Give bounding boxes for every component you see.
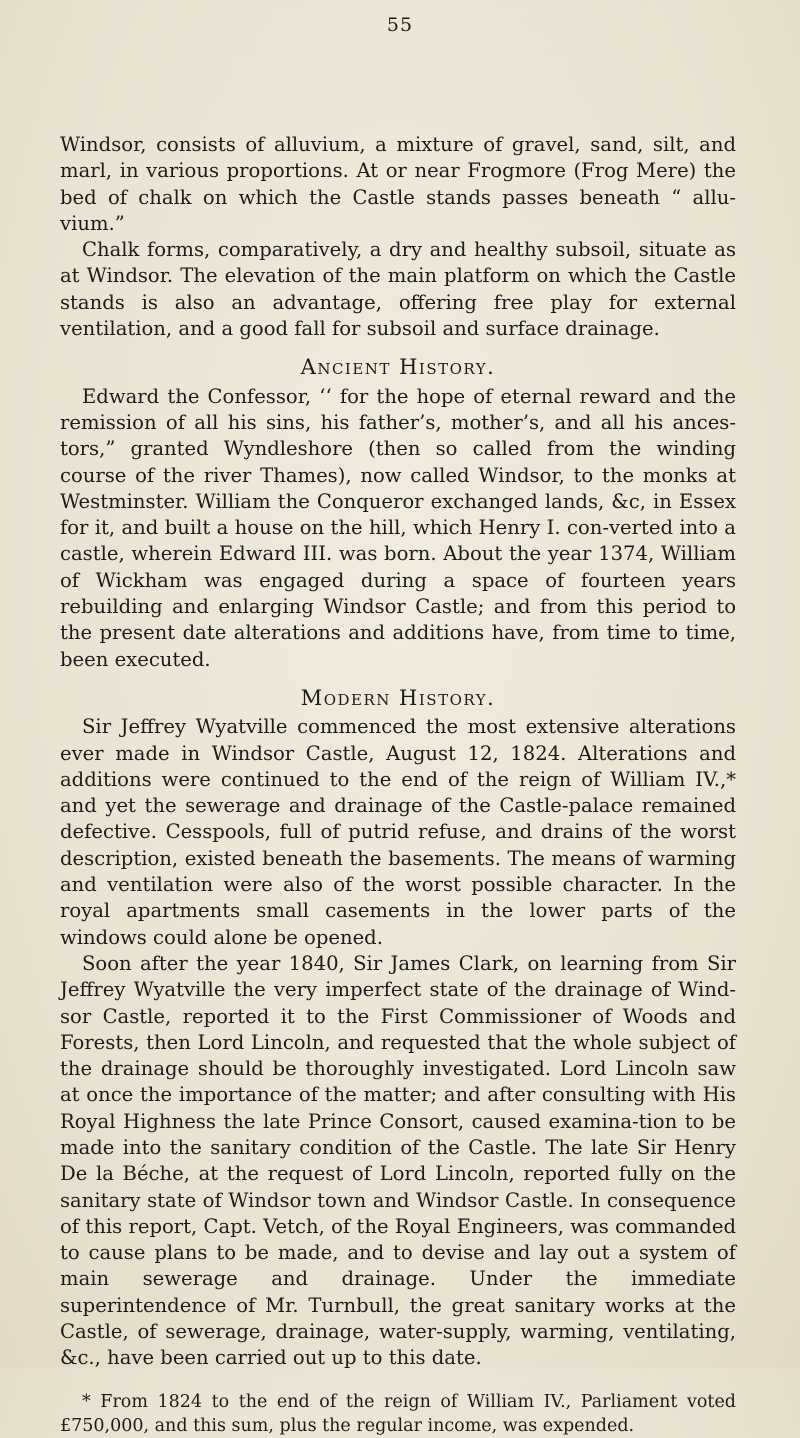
paragraph: Windsor, consists of alluvium, a mixture of gravel, sand, silt, and marl, in various proportions. At or near Frogmore (Frog Mere) the bed of chalk on which the Castle stands passes beneath “ allu-vium.” [60, 133, 736, 235]
page-number: 55 [386, 14, 414, 36]
footnote: * From 1824 to the end of the reign of William IV., Parliament voted £750,000, and this sum, plus the regular income, was expended. [60, 1391, 736, 1436]
paragraph: Chalk forms, comparatively, a dry and healthy subsoil, situate as at Windsor. The elevation of the main platform on which the Castle stands is also an advantage, offering free play for external ventilation, and a good fall for subsoil and surface drainage. [60, 238, 736, 341]
paragraph: Edward the Confessor, ‘‘ for the hope of eternal reward and the remission of all his sins, his father’s, mother’s, and all his ances-tors,” granted Wyndleshore (then so called from the winding course of the river Thames), now called Windsor, to the monks at Westminster. William the Conqueror exchanged lands, &c, in Essex for it, and built a house on the hill, which Henry I. con-verted into a castle, wherein Edward III. was born. About the year 1374, William of Wickham was engaged during a space of fourteen years rebuilding and enlarging Windsor Castle; and from this period to the present date alterations and additions have, from time to time, been executed. [60, 384, 736, 671]
paragraph: Sir Jeffrey Wyatville commenced the most extensive alterations ever made in Windsor Castle, August 12, 1824. Alterations and additions were continued to the end of the reign of William IV.,* and yet the sewerage and drainage of the Castle-palace remained defective. Cesspools, full of putrid refuse, and drains of the worst description, existed beneath the basements. The means of warming and ventilation were also of the worst possible character. In the royal apartments small casements in the lower parts of the windows could alone be opened. [60, 715, 736, 949]
body-text [60, 132, 736, 1438]
paragraph: Soon after the year 1840, Sir James Clark, on learning from Sir Jeffrey Wyatville the very imperfect state of the drainage of Wind-sor Castle, reported it to the First Commissioner of Woods and Forests, then Lord Lincoln, and requested that the whole subject of the drainage should be thoroughly investigated. Lord Lincoln saw at once the importance of the matter; and after consulting with His Royal Highness the late Prince Consort, caused examina-tion to be made into the sanitary condition of the Castle. The late Sir Henry De la Béche, at the request of Lord Lincoln, reported fully on the sanitary state of Windsor town and Windsor Castle. In consequence of this report, Capt. Vetch, of the Royal Engineers, was commanded to cause plans to be made, and to devise and lay out a system of main sewerage and drainage. Under the immediate superintendence of Mr. Turnbull, the great sanitary works at the Castle, of sewerage, drainage, water-supply, warming, ventilating, &c., have been carried out up to this date. [60, 951, 736, 1370]
section-heading-ancient-history: Ancient History. [300, 355, 496, 380]
section-heading-modern-history: Modern History. [300, 685, 496, 710]
